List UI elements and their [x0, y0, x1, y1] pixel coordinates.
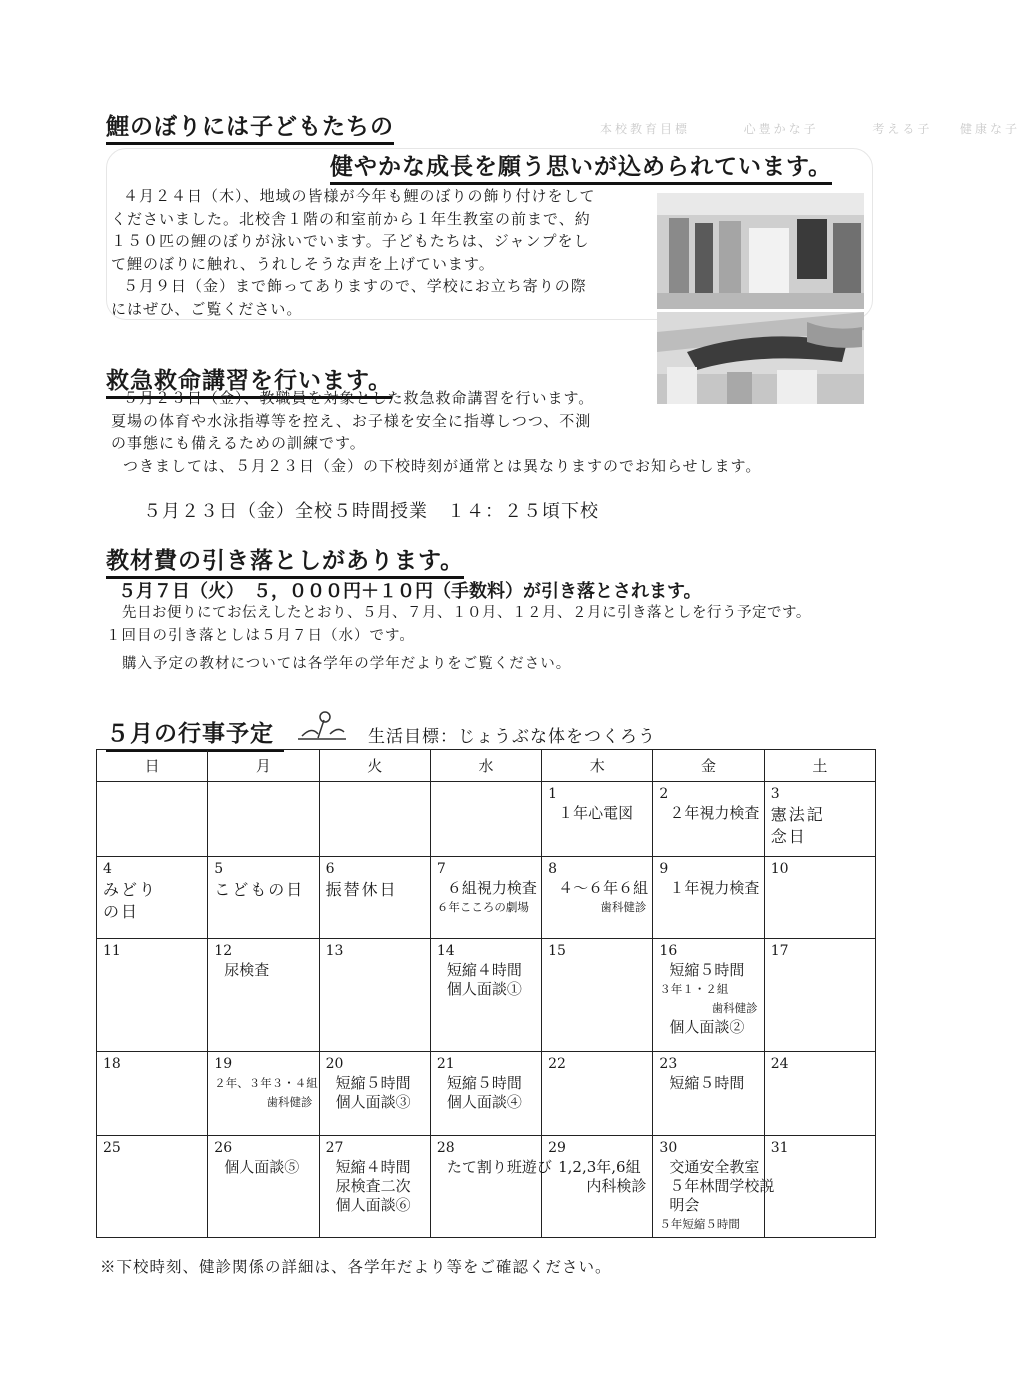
section1-paragraph-line: て鯉のぼりに触れ、うれしそうな声を上げています。 — [111, 254, 495, 273]
calendar-event: ２年視力検査 — [669, 804, 760, 822]
day-number: 4 — [103, 861, 112, 877]
calendar-week-row — [97, 1052, 876, 1136]
calendar-event: 憲法記 — [770, 805, 825, 824]
day-number: 2 — [659, 786, 669, 802]
ghost-text-2: 心豊かな子 — [743, 122, 819, 136]
calendar-event: 短縮４時間 — [446, 961, 522, 979]
calendar-event: の日 — [103, 902, 140, 921]
calendar-event: １年視力検査 — [669, 879, 760, 897]
ghost-header — [600, 120, 1020, 137]
calendar-day-cell — [542, 939, 653, 1052]
weekday-tue: 火 — [319, 750, 430, 782]
section1-title-line1: 鯉のぼりには子どもたちの — [106, 108, 394, 145]
calendar-day-cell — [430, 857, 541, 939]
calendar-day-cell — [97, 1136, 208, 1238]
calendar-day-cell — [97, 1052, 208, 1136]
calendar-event: 歯科健診 — [711, 1001, 758, 1015]
calendar-event: 短縮４時間 — [335, 1158, 411, 1176]
calendar-day-cell — [764, 782, 875, 857]
calendar-day-cell — [97, 782, 208, 857]
calendar-day-cell — [208, 1136, 319, 1238]
calendar-day-cell — [542, 1136, 653, 1238]
section2-paragraph-line: 夏場の体育や水泳指導等を控え、お子様を安全に指導しつつ、不測 — [111, 411, 592, 430]
section1-paragraph-line: ５月９日（金）まで飾ってありますので、学校にお立ち寄りの際 — [123, 277, 587, 295]
day-number: 22 — [548, 1056, 566, 1072]
calendar-event: こどもの日 — [214, 880, 305, 899]
section3-paragraph-line: 先日お便りにてお伝えしたとおり、５月、７月、１０月、１２月、２月に引き落としを行う予定です。 — [122, 605, 811, 621]
weekday-mon: 月 — [208, 750, 319, 782]
day-number: 31 — [770, 1140, 789, 1156]
calendar-event: 交通安全教室 — [669, 1158, 760, 1176]
calendar-event: 短縮５時間 — [446, 1074, 522, 1092]
calendar-event: 短縮５時間 — [335, 1074, 411, 1092]
calendar-day-cell — [97, 939, 208, 1052]
calendar-day-cell — [208, 1052, 319, 1136]
calendar-note: ※下校時刻、健診関係の詳細は、各学年だより等をご確認ください。 — [100, 1258, 612, 1276]
day-number: 1 — [548, 786, 558, 802]
day-number: 25 — [103, 1140, 121, 1156]
calendar-event: 尿検査 — [224, 961, 270, 979]
calendar-day-cell — [653, 1136, 775, 1238]
ghost-text-1: 本校教育目標 — [600, 122, 691, 136]
calendar-day-cell — [97, 857, 208, 939]
section4-goal: 生活目標：じょうぶな体をつくろう — [368, 727, 656, 747]
day-number: 15 — [548, 943, 566, 959]
calendar-event: 振替休日 — [325, 880, 398, 899]
weekday-thu: 木 — [542, 750, 653, 782]
day-number: 9 — [659, 861, 669, 877]
calendar-event: 内科検診 — [586, 1177, 647, 1195]
day-number: 28 — [436, 1140, 455, 1156]
calendar-day-cell — [319, 1052, 430, 1136]
section2-paragraph-line: つきましては、５月２３日（金）の下校時刻が通常とは異なりますのでお知らせします。 — [123, 456, 762, 475]
calendar-day-cell — [764, 1052, 875, 1136]
calendar-event: 個人面談① — [446, 980, 522, 998]
day-number: 18 — [103, 1056, 121, 1072]
calendar-event: ３年１・２組 — [659, 982, 729, 996]
calendar-event: １年心電図 — [558, 804, 634, 822]
day-number: 10 — [770, 861, 789, 877]
calendar-event: 個人面談④ — [446, 1093, 522, 1111]
calendar-day-cell — [208, 939, 319, 1052]
weekday-sun: 日 — [97, 750, 208, 782]
weekday-fri: 金 — [653, 750, 764, 782]
calendar-event: ５年短縮５時間 — [659, 1217, 740, 1231]
section1-paragraph-line: にはぜひ、ご覧ください。 — [111, 299, 303, 318]
section1-title-line2: 健やかな成長を願う思いが込められています。 — [330, 148, 832, 185]
section3-title: 教材費の引き落としがあります。 — [106, 542, 464, 579]
event-calendar — [96, 749, 876, 1238]
calendar-day-cell — [430, 1052, 541, 1136]
calendar-event: 1,2,3年,6組 — [558, 1158, 641, 1176]
day-number: 30 — [659, 1140, 678, 1156]
day-number: 19 — [214, 1056, 233, 1072]
day-number: 26 — [214, 1140, 233, 1156]
section2-title: 救急救命講習を行います。 — [106, 362, 392, 399]
calendar-day-cell — [430, 939, 541, 1052]
calendar-event: ５年林間学校説 — [669, 1177, 775, 1195]
section1-paragraph-line: くださいました。北校舎１階の和室前から１年生教室の前まで、約 — [111, 209, 591, 228]
weekday-wed: 水 — [430, 750, 541, 782]
section3-highlight: ５月７日（火） ５，０００円＋１０円（手数料）が引き落とされます。 — [118, 581, 702, 602]
calendar-week-row — [97, 857, 876, 939]
weekday-sat: 土 — [764, 750, 875, 782]
calendar-week-row — [97, 1136, 876, 1238]
section1-body — [111, 185, 596, 320]
day-number: 12 — [214, 943, 233, 959]
section1-paragraph-line: ４月２４日（木）、地域の皆様が今年も鯉のぼりの飾り付けをして — [123, 187, 596, 205]
section3-paragraph-line: １回目の引き落としは５月７日（水）です。 — [106, 627, 415, 644]
calendar-event: ２年、３年３・４組 — [214, 1076, 318, 1090]
day-number: 27 — [325, 1140, 344, 1156]
calendar-event: 尿検査二次 — [335, 1177, 411, 1195]
calendar-day-cell — [653, 939, 764, 1052]
calendar-event: みどり — [103, 880, 158, 899]
day-number: 6 — [325, 861, 335, 877]
flower-icon — [298, 708, 348, 742]
calendar-event: 歯科健診 — [600, 900, 647, 914]
calendar-event: 短縮５時間 — [669, 1074, 745, 1092]
section4-title: ５月の行事予定 — [106, 715, 284, 752]
calendar-event: たて割り班遊び — [446, 1158, 552, 1176]
calendar-event: 個人面談⑤ — [224, 1158, 300, 1176]
calendar-day-cell — [542, 782, 653, 857]
day-number: 29 — [548, 1140, 566, 1156]
calendar-event: 明会 — [669, 1196, 700, 1214]
calendar-day-cell — [319, 1136, 430, 1238]
calendar-event: ４～６年６組 — [558, 879, 649, 897]
koinobori-photo-top-drawing — [657, 193, 864, 309]
calendar-day-cell — [430, 782, 541, 857]
calendar-event: 個人面談⑥ — [335, 1196, 411, 1214]
calendar-day-cell — [653, 1052, 764, 1136]
calendar-day-cell — [319, 782, 430, 857]
day-number: 8 — [548, 861, 558, 877]
calendar-day-cell — [542, 857, 653, 939]
section3-paragraph-line: 購入予定の教材については各学年の学年だよりをご覧ください。 — [122, 656, 572, 672]
calendar-day-cell — [430, 1136, 552, 1238]
calendar-day-cell — [653, 782, 764, 857]
calendar-day-cell — [208, 782, 319, 857]
day-number: 11 — [103, 943, 121, 959]
calendar-day-cell — [319, 939, 430, 1052]
section2-body — [111, 387, 761, 477]
calendar-day-cell — [542, 1052, 653, 1136]
ghost-text-4: 健康な子 — [960, 122, 1020, 136]
day-number: 20 — [325, 1056, 344, 1072]
calendar-day-cell — [764, 939, 875, 1052]
calendar-event: ６組視力検査 — [446, 879, 537, 897]
koinobori-photo-top — [657, 193, 864, 309]
calendar-day-cell — [208, 857, 319, 939]
day-number: 21 — [436, 1056, 455, 1072]
calendar-week-row — [97, 782, 876, 857]
calendar-event: 個人面談② — [669, 1018, 745, 1036]
section2-paragraph-line: の事態にも備えるための訓練です。 — [111, 434, 366, 452]
calendar-event: ６年こころの劇場 — [436, 900, 529, 914]
ghost-text-3: 考える子 — [872, 122, 933, 136]
day-number: 5 — [214, 861, 224, 877]
calendar-day-cell — [764, 857, 875, 939]
calendar-event: 念日 — [770, 827, 807, 846]
calendar-event: 個人面談③ — [335, 1093, 411, 1111]
day-number: 24 — [770, 1056, 789, 1072]
calendar-event: 歯科健診 — [266, 1095, 313, 1109]
day-number: 16 — [659, 943, 678, 959]
day-number: 14 — [436, 943, 455, 959]
section2-schedule: ５月２３日（金）全校５時間授業 １４：２５頃下校 — [143, 501, 599, 522]
calendar-event: 短縮５時間 — [669, 961, 745, 979]
day-number: 23 — [659, 1056, 678, 1072]
calendar-day-cell — [764, 1136, 875, 1238]
day-number: 7 — [436, 861, 446, 877]
calendar-week-row — [97, 939, 876, 1052]
day-number: 3 — [770, 786, 780, 802]
calendar-day-cell — [653, 857, 764, 939]
calendar-day-cell — [319, 857, 430, 939]
section3-body — [106, 602, 811, 676]
day-number: 13 — [325, 943, 344, 959]
section1-paragraph-line: １５０匹の鯉のぼりが泳いでいます。子どもたちは、ジャンプをし — [111, 232, 590, 250]
calendar-header-row — [97, 750, 876, 782]
section2-paragraph-line: ５月２３日（金）、教職員を対象とした救急救命講習を行います。 — [123, 389, 595, 407]
day-number: 17 — [770, 943, 789, 959]
